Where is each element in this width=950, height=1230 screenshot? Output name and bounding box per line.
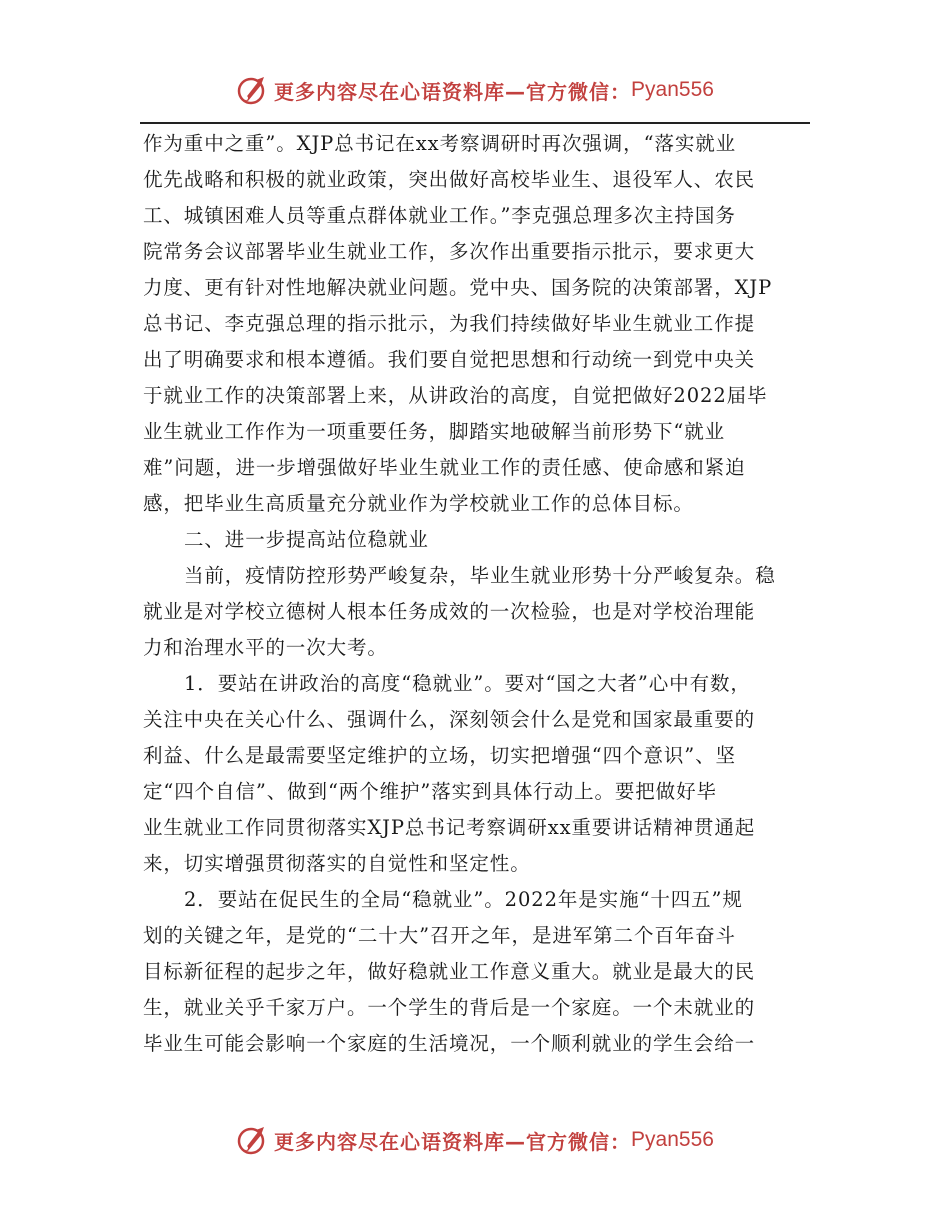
body-line: 于就业工作的决策部署上来，从讲政治的高度，自觉把做好2022届毕 <box>143 384 768 407</box>
body-line: 定“四个自信”、做到“两个维护”落实到具体行动上。要把做好毕 <box>143 780 717 803</box>
body-line: 毕业生可能会影响一个家庭的生活境况，一个顺利就业的学生会给一 <box>143 1032 756 1055</box>
body-line: 就业是对学校立德树人根本任务成效的一次检验，也是对学校治理能 <box>143 600 756 623</box>
header-wechat-id: Pyan556 <box>631 78 714 101</box>
body-line: 工、城镇困难人员等重点群体就业工作。”李克强总理多次主持国务 <box>143 204 736 227</box>
body-line: 划的关键之年，是党的“二十大”召开之年，是进军第二个百年奋斗 <box>143 924 736 947</box>
body-line: 2．要站在促民生的全局“稳就业”。2022年是实施“十四五”规 <box>184 888 743 911</box>
body-line: 生，就业关乎千家万户。一个学生的背后是一个家庭。一个未就业的 <box>143 996 756 1019</box>
body-line: 力度、更有针对性地解决就业问题。党中央、国务院的决策部署，XJP <box>143 276 773 299</box>
footer-banner-text: 更多内容尽在心语资料库—官方微信： <box>274 1129 632 1154</box>
body-line: 业生就业工作同贯彻落实XJP总书记考察调研xx重要讲话精神贯通起 <box>143 816 756 839</box>
document-body <box>143 126 810 1062</box>
footer-banner <box>0 1120 950 1160</box>
body-line: 来，切实增强贯彻落实的自觉性和坚定性。 <box>143 852 531 875</box>
body-line: 1．要站在讲政治的高度“稳就业”。要对“国之大者”心中有数， <box>184 672 751 695</box>
body-line: 总书记、李克强总理的指示批示，为我们持续做好毕业生就业工作提 <box>143 312 756 335</box>
body-line: 出了明确要求和根本遵循。我们要自觉把思想和行动统一到党中央关 <box>143 348 756 371</box>
body-line: 难”问题，进一步增强做好毕业生就业工作的责任感、使命感和紧迫 <box>143 456 746 479</box>
body-line: 感，把毕业生高质量充分就业作为学校就业工作的总体目标。 <box>143 492 694 515</box>
footer-wechat-id: Pyan556 <box>631 1128 714 1151</box>
header-banner <box>0 70 950 110</box>
body-line: 目标新征程的起步之年，做好稳就业工作意义重大。就业是最大的民 <box>143 960 756 983</box>
brush-pen-logo-icon <box>236 74 268 106</box>
body-line: 关注中央在关心什么、强调什么，深刻领会什么是党和国家最重要的 <box>143 708 756 731</box>
header-divider <box>140 122 810 124</box>
body-line: 力和治理水平的一次大考。 <box>143 636 388 659</box>
body-line: 利益、什么是最需要坚定维护的立场，切实把增强“四个意识”、坚 <box>143 744 736 767</box>
body-line: 作为重中之重”。XJP总书记在xx考察调研时再次强调，“落实就业 <box>143 132 737 155</box>
section-heading: 二、进一步提高站位稳就业 <box>184 528 429 551</box>
brush-pen-logo-icon <box>236 1124 268 1156</box>
body-line: 院常务会议部署毕业生就业工作，多次作出重要指示批示，要求更大 <box>143 240 756 263</box>
body-line: 当前，疫情防控形势严峻复杂，毕业生就业形势十分严峻复杂。稳 <box>184 564 776 587</box>
body-line: 优先战略和积极的就业政策，突出做好高校毕业生、退役军人、农民 <box>143 168 756 191</box>
body-line: 业生就业工作作为一项重要任务，脚踏实地破解当前形势下“就业 <box>143 420 726 443</box>
header-banner-text: 更多内容尽在心语资料库—官方微信： <box>274 79 632 104</box>
